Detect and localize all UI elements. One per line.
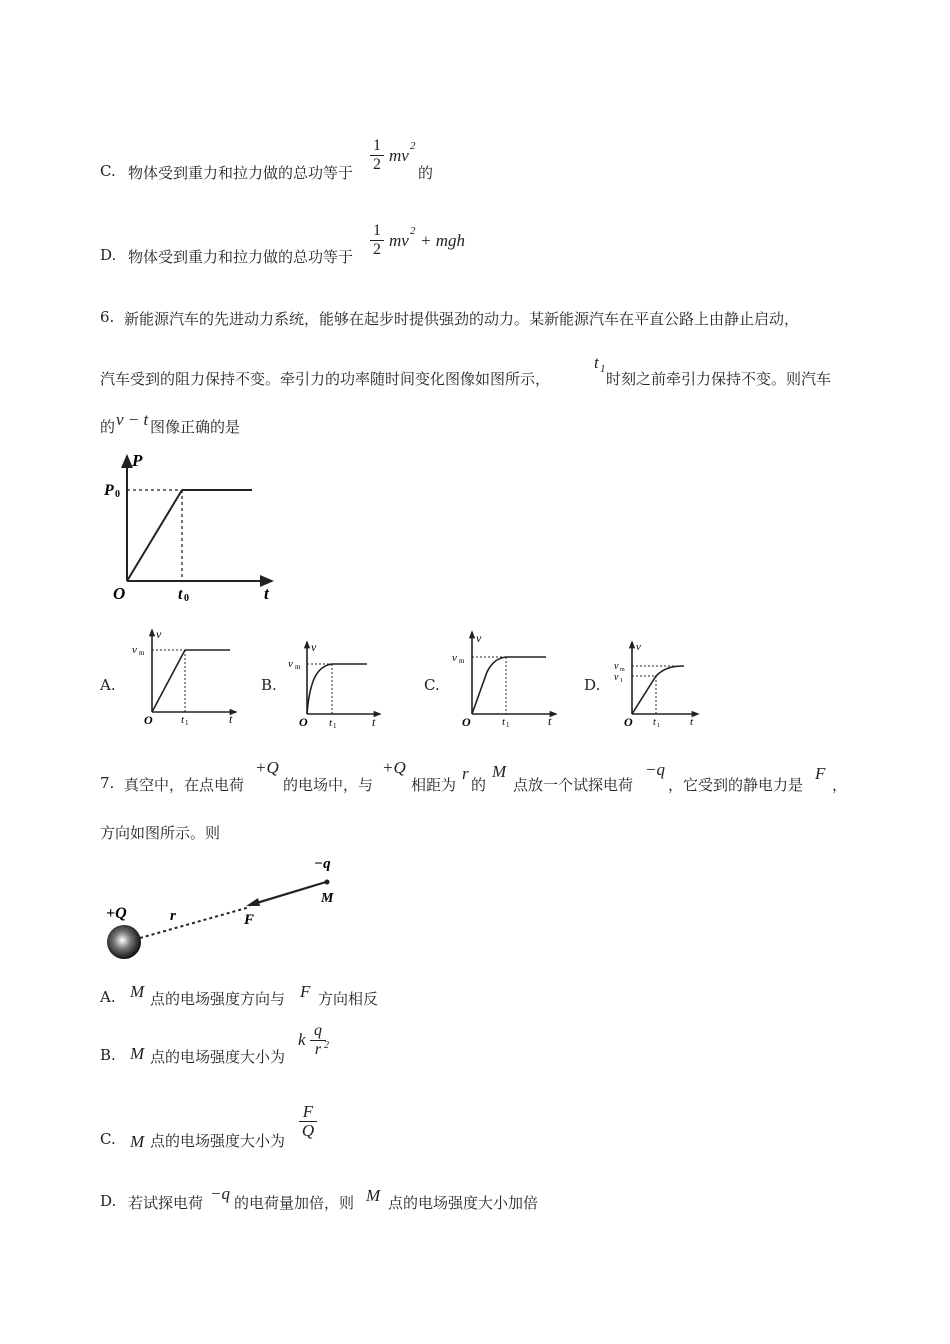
svg-text:v: v: [476, 631, 482, 645]
stem-line-2b: 时刻之前牵引力保持不变。则汽车: [606, 370, 832, 388]
M-label: M: [321, 891, 334, 906]
svg-text:v: v: [132, 644, 137, 656]
option-d-vt-graph: [612, 636, 704, 730]
option-c-vt-graph: [450, 626, 562, 730]
M-symbol: M: [130, 1132, 145, 1151]
stem-line-2a: 汽车受到的阻力保持不变。牵引力的功率随时间变化图像如图所示，: [100, 370, 551, 388]
option-label: C.: [100, 162, 116, 180]
distance-line: [140, 907, 250, 938]
F-symbol: F: [300, 982, 311, 1001]
option-a-vt-graph: [130, 624, 240, 728]
t1-subscript: 1: [600, 363, 606, 375]
M-symbol: M: [130, 1044, 145, 1063]
svg-text:m: m: [139, 649, 145, 657]
charge-label: +Q: [106, 905, 127, 922]
option-d-label: D.: [584, 676, 601, 694]
F-label: F: [244, 912, 255, 928]
svg-text:t: t: [329, 717, 333, 729]
svg-text:O: O: [624, 715, 633, 729]
point-charge-sphere: [107, 925, 141, 959]
svg-text:v: v: [614, 672, 619, 683]
p0-label: P: [104, 482, 114, 499]
expression: mv: [389, 146, 409, 165]
power-time-graph: [100, 448, 280, 606]
svg-text:t: t: [229, 712, 233, 726]
fraction: 1 2: [370, 222, 384, 259]
svg-text:1: 1: [620, 678, 623, 684]
option-text: 物体受到重力和拉力做的总功等于: [128, 248, 354, 266]
charge-Q-symbol: +Q: [255, 758, 279, 777]
t0-sub: 0: [184, 593, 189, 604]
exponent: 2: [410, 225, 416, 237]
svg-text:m: m: [620, 667, 625, 673]
stem-line-3b: 图像正确的是: [150, 418, 241, 436]
fraction: F Q: [299, 1103, 317, 1140]
svg-text:1: 1: [333, 722, 337, 730]
vt-symbol: v − t: [116, 410, 149, 429]
x-axis-label: t: [264, 584, 269, 603]
fraction: 1 2: [370, 137, 384, 174]
M-symbol: M: [130, 982, 145, 1001]
point-M: [325, 880, 330, 885]
svg-text:v: v: [452, 652, 457, 664]
r-label: r: [170, 908, 176, 924]
svg-text:m: m: [459, 657, 465, 665]
origin-label: O: [113, 584, 126, 603]
electric-force-figure: [100, 850, 360, 970]
exponent: 2: [324, 1040, 329, 1051]
stem-text-4: 的: [471, 776, 487, 794]
svg-text:t: t: [548, 714, 552, 728]
stem-text-7: ，: [832, 776, 848, 794]
option-a-label: A.: [100, 676, 116, 694]
k-symbol: k: [298, 1030, 306, 1049]
fraction: q r: [310, 1022, 326, 1059]
stem-text-1: 真空中，在点电荷: [124, 776, 245, 794]
svg-text:v: v: [288, 658, 293, 670]
power-ramp-line: [127, 490, 182, 581]
t0-label: t: [178, 586, 183, 603]
F-symbol: F: [815, 764, 826, 783]
svg-text:t: t: [181, 714, 185, 726]
question-number: 6.: [100, 308, 115, 326]
r-symbol: r: [462, 764, 469, 783]
svg-text:t: t: [653, 717, 656, 728]
svg-text:t: t: [690, 716, 694, 728]
option-b-label: B.: [261, 676, 277, 694]
svg-text:O: O: [462, 715, 471, 729]
svg-text:v: v: [614, 661, 619, 672]
svg-text:O: O: [144, 713, 153, 727]
M-symbol: M: [366, 1186, 381, 1205]
stem-text-6: ，它受到的静电力是: [668, 776, 804, 794]
svg-text:m: m: [295, 663, 301, 671]
expression-tail: + mgh: [420, 231, 465, 250]
svg-text:v: v: [311, 640, 317, 654]
option-tail: 的: [418, 164, 434, 182]
question-number: 7.: [100, 774, 115, 792]
stem-line-3a: 的: [100, 418, 116, 436]
stem-text-5: 点放一个试探电荷: [513, 776, 634, 794]
option-label: D.: [100, 246, 117, 264]
exponent: 2: [410, 140, 416, 152]
svg-text:1: 1: [185, 719, 189, 727]
expression: mv: [389, 231, 409, 250]
M-symbol: M: [492, 762, 507, 781]
charge-Q-symbol-2: +Q: [382, 758, 406, 777]
svg-text:t: t: [502, 716, 506, 728]
y-axis-label: P: [132, 451, 143, 470]
t1-symbol: t: [594, 353, 599, 372]
force-arrowhead: [246, 898, 260, 906]
option-c-label: C.: [424, 676, 440, 694]
stem-line-1: 新能源汽车的先进动力系统，能够在起步时提供强劲的动力。某新能源汽车在平直公路上由静止启动，: [124, 310, 800, 328]
force-vector: [250, 882, 326, 905]
svg-text:v: v: [156, 627, 162, 641]
option-text: 物体受到重力和拉力做的总功等于: [128, 164, 354, 182]
q-symbol: −q: [210, 1184, 230, 1203]
svg-text:v: v: [636, 641, 641, 653]
svg-text:1: 1: [657, 723, 660, 729]
q-label: −q: [314, 856, 331, 872]
option-b-vt-graph: [286, 636, 386, 730]
svg-text:t: t: [372, 715, 376, 729]
stem-text-3: 相距为: [411, 776, 457, 794]
stem-text-2: 的电场中，与: [283, 776, 374, 794]
stem-line-2: 方向如图所示。则: [100, 824, 221, 842]
p0-sub: 0: [115, 489, 120, 500]
svg-text:1: 1: [506, 721, 510, 729]
svg-text:O: O: [299, 715, 308, 729]
q-symbol: −q: [645, 760, 665, 779]
